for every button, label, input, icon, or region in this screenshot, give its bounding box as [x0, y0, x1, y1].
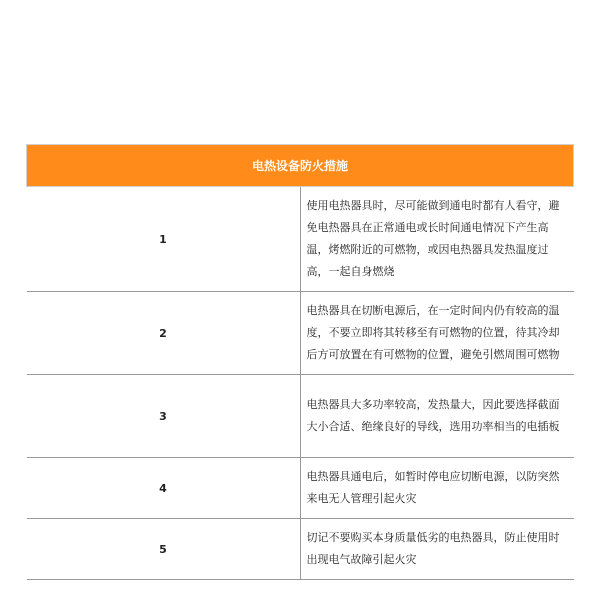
- table-header-row: [27, 145, 574, 187]
- row-number: 5: [27, 519, 301, 580]
- table-row: [27, 458, 574, 519]
- table-title: 电热设备防火措施: [27, 145, 574, 187]
- row-description: 电热器具在切断电源后，在一定时间内仍有较高的温度，不要立即将其转移至有可燃物的位置，待其冷却后方可放置在有可燃物的位置，避免引燃周围可燃物: [300, 292, 574, 375]
- table-row: [27, 187, 574, 292]
- fire-prevention-table: [26, 144, 574, 580]
- row-description: 切记不要购买本身质量低劣的电热器具，防止使用时出现电气故障引起火灾: [300, 519, 574, 580]
- row-number: 4: [27, 458, 301, 519]
- row-number: 2: [27, 292, 301, 375]
- table-row: [27, 519, 574, 580]
- row-description: 电热器具通电后，如暂时停电应切断电源，以防突然来电无人管理引起火灾: [300, 458, 574, 519]
- row-number: 3: [27, 375, 301, 458]
- row-number: 1: [27, 187, 301, 292]
- row-description: 使用电热器具时，尽可能做到通电时都有人看守，避免电热器具在正常通电或长时间通电情况下产生高温，烤燃附近的可燃物，或因电热器具发热温度过高，一起自身燃烧: [300, 187, 574, 292]
- table-row: [27, 292, 574, 375]
- table-row: [27, 375, 574, 458]
- row-description: 电热器具大多功率较高，发热量大，因此要选择截面大小合适、绝缘良好的导线，选用功率相当的电插板: [300, 375, 574, 458]
